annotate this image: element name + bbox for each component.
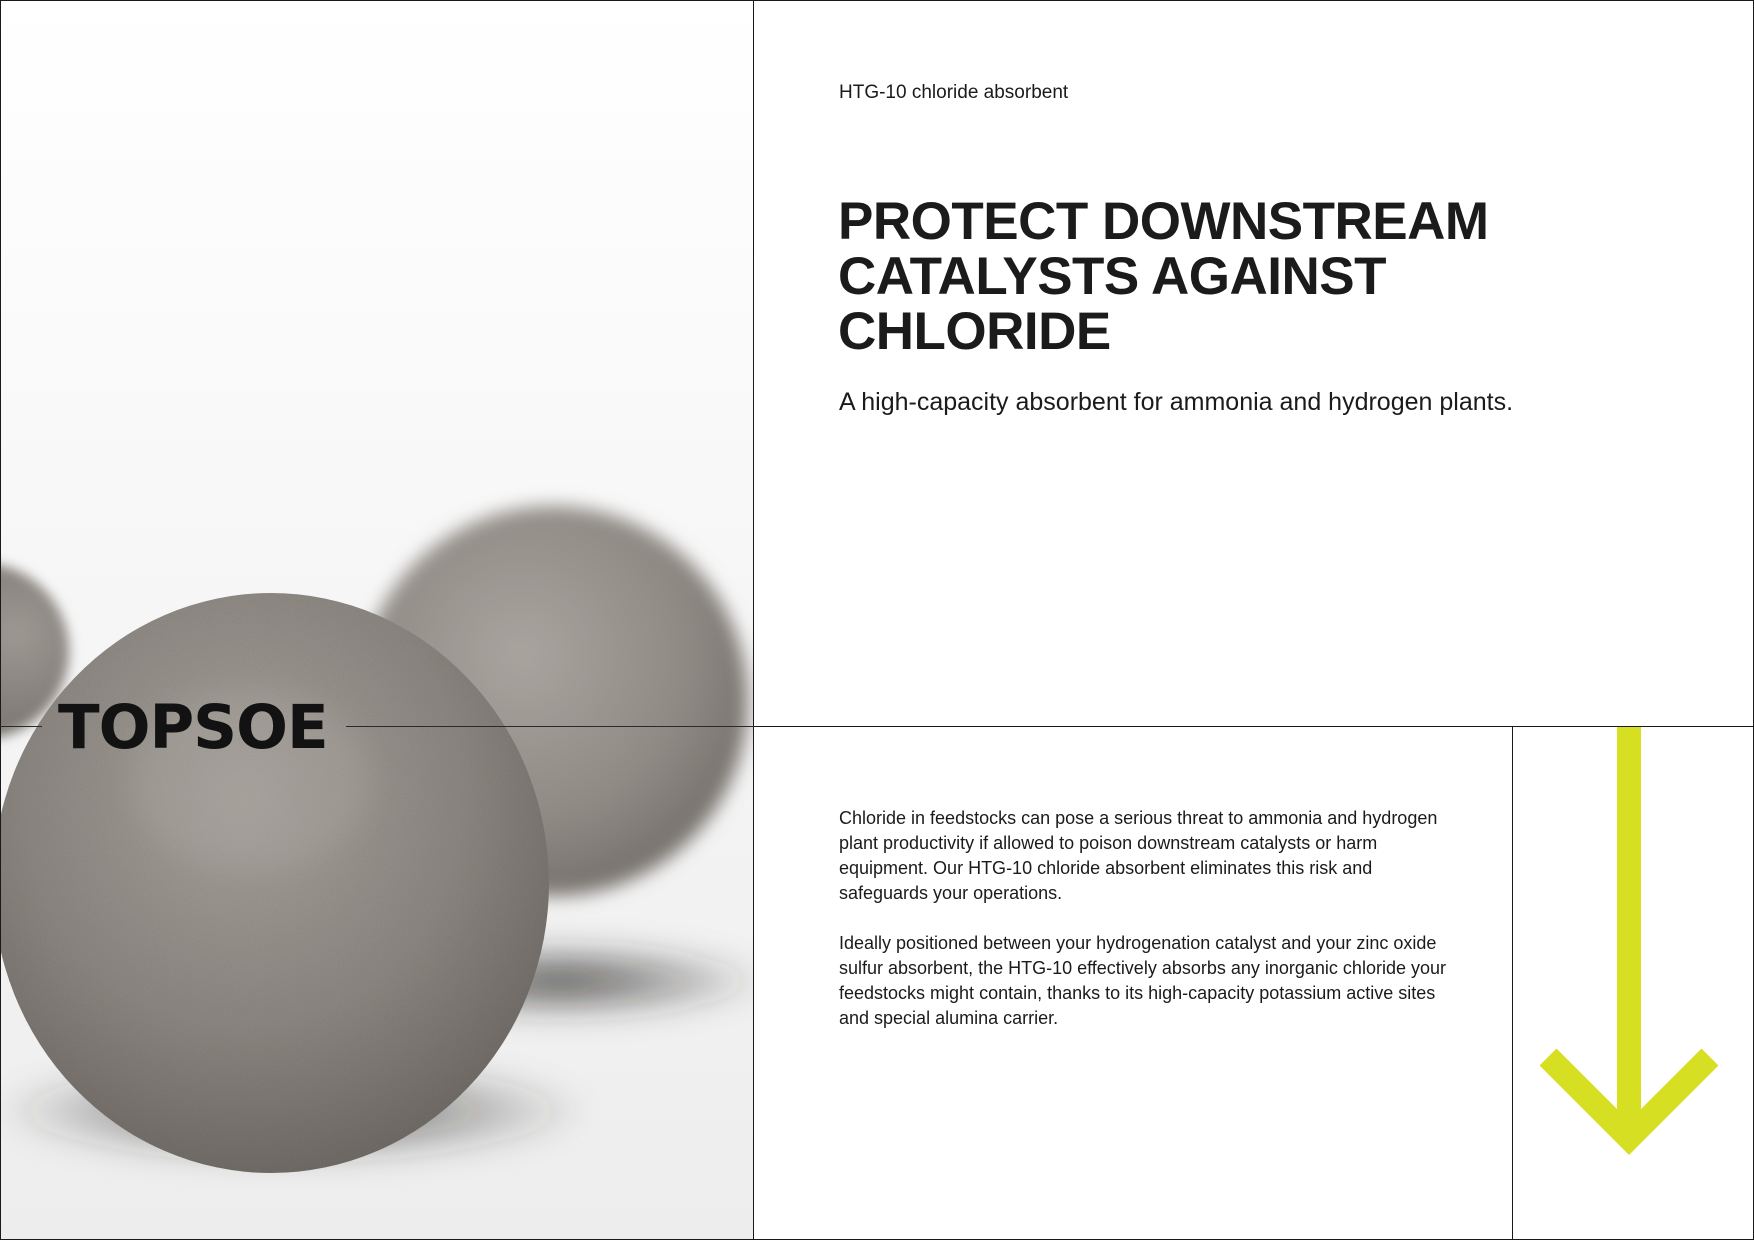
horizontal-divider-left-segment: [346, 726, 754, 727]
product-eyebrow: HTG-10 chloride absorbent: [839, 82, 1069, 103]
page-subtitle: A high-capacity absorbent for ammonia and hydrogen plants.: [839, 388, 1514, 416]
vertical-divider: [753, 0, 754, 1240]
body-paragraph: Ideally positioned between your hydrogenation catalyst and your zinc oxide sulfur absorbent, the HTG-10 effectively absorbs any inorganic chloride your feedstocks might contain, thanks to its high-capacity potassium active sites and special alumina carrier.: [839, 933, 1446, 1028]
headline-line: PROTECT DOWNSTREAM: [838, 192, 1489, 251]
arrow-column-divider: [1512, 727, 1513, 1240]
body-paragraph: Chloride in feedstocks can pose a serious threat to ammonia and hydrogen plant productivity if allowed to poison downstream catalysts or harm equipment. Our HTG-10 chloride absorbent eliminates this risk and safeguards your operations.: [839, 808, 1438, 903]
arrow-down-icon: [1540, 727, 1720, 1172]
page-title: [838, 194, 1698, 359]
horizontal-divider-left-segment: [0, 726, 42, 727]
topsoe-logo: TOPSOE: [58, 692, 328, 763]
catalyst-pellets-photo: [1, 1, 753, 1239]
headline-line: CATALYSTS AGAINST: [838, 247, 1387, 306]
headline-line: CHLORIDE: [838, 302, 1111, 361]
